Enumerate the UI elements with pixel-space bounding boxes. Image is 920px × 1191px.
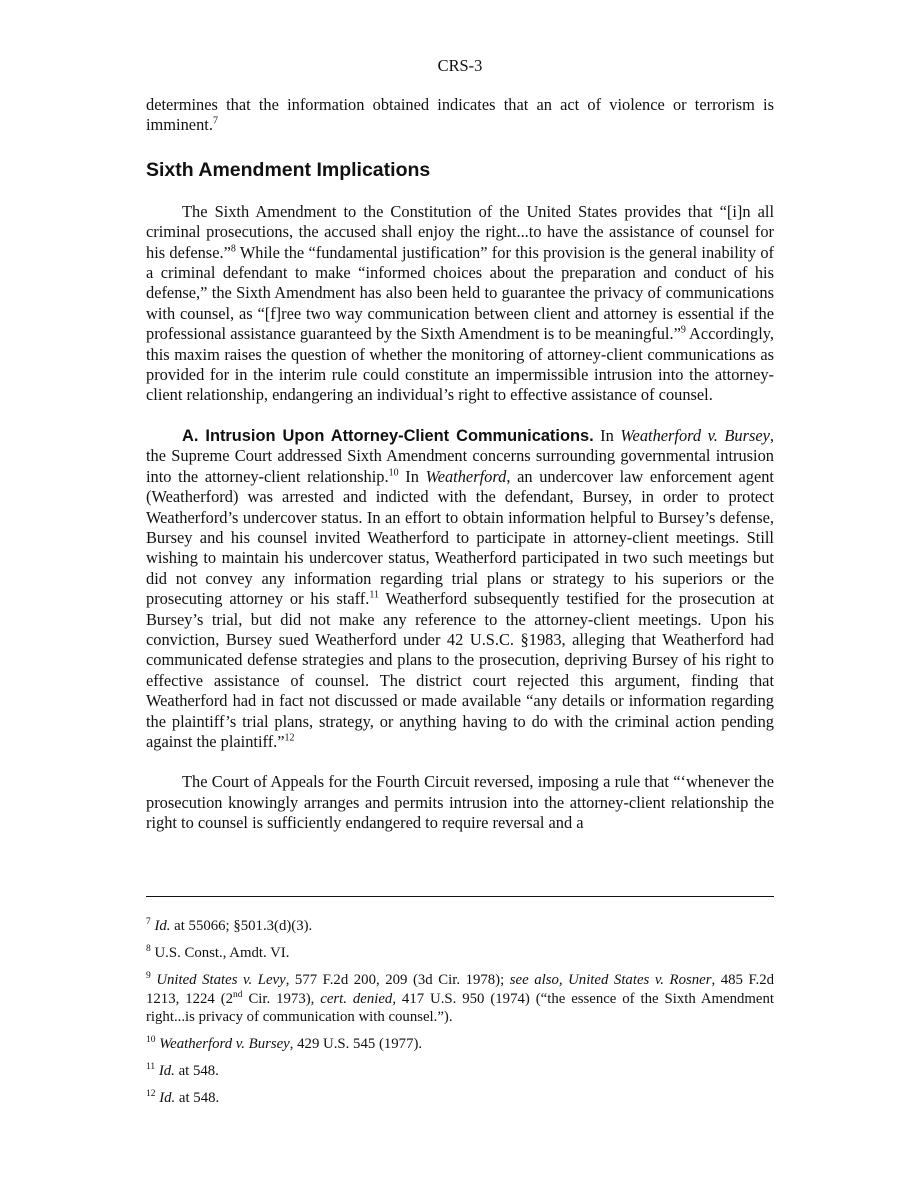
case-citation: Weatherford bbox=[425, 466, 507, 486]
paragraph-text: determines that the information obtained indicates that an act of violence or terrorism is imminent. bbox=[146, 95, 774, 135]
footnote-ref: 8 bbox=[230, 243, 236, 255]
footnote-text: , 485 F.2d 1213, 1224 (2 bbox=[146, 972, 775, 1007]
footnote-italic: see also, United States v. Rosner bbox=[509, 972, 712, 989]
paragraph bbox=[146, 202, 774, 406]
footnote-text: , 417 U.S. 950 (1974) (“the essence of the Sixth Amendment right...is privacy of communication with counsel.”). bbox=[146, 990, 774, 1025]
footnote-ref: 9 bbox=[680, 324, 686, 336]
footnote-text: at 55066; §501.3(d)(3). bbox=[170, 918, 313, 934]
paragraph-text: , an undercover law enforcement agent (Weatherford) was arrested and indicted with the defendant, Bursey, in order to protect Weatherford’s undercover status. In an effort to obtain information helpful to Bursey’s defense, Bursey and his counsel invited Weatherford to participate in attorney-client meetings. Still wishing to maintain his undercover status, Weatherford participated in two such meetings but did not convey any information regarding trial plans or strategy to his superiors or the prosecuting attorney or his staff. bbox=[146, 466, 774, 609]
footnote-italic: cert. denied bbox=[320, 990, 393, 1007]
footnote-11 bbox=[146, 1062, 774, 1080]
ordinal-suffix: nd bbox=[233, 989, 243, 1000]
footnote-number: 12 bbox=[146, 1089, 156, 1100]
footnote-text: at 548. bbox=[175, 1090, 220, 1107]
continued-paragraph bbox=[146, 95, 774, 136]
footnote-number: 11 bbox=[146, 1062, 156, 1073]
spacer bbox=[146, 406, 774, 426]
spacer bbox=[146, 182, 774, 202]
footnote-text: Cir. 1973), bbox=[242, 990, 321, 1007]
subsection-heading: A. Intrusion Upon Attorney-Client Communications. bbox=[182, 426, 594, 445]
section-heading: Sixth Amendment Implications bbox=[146, 158, 431, 181]
footnote-text: U.S. Const., Amdt. VI. bbox=[154, 945, 290, 962]
footnote-text: , 577 F.2d 200, 209 (3d Cir. 1978); bbox=[285, 972, 510, 989]
footnote-number: 8 bbox=[146, 944, 151, 955]
footnote-italic: Id. bbox=[158, 1063, 175, 1080]
paragraph bbox=[146, 772, 774, 833]
paragraph-text: In bbox=[593, 425, 621, 445]
footnote-number: 7 bbox=[146, 917, 151, 928]
footnote-text: at 548. bbox=[174, 1063, 219, 1080]
paragraph-text: While the “fundamental justification” for this provision is the general inability of a criminal defendant to make “informed choices about the preparation and conduct of his defense,” the Sixth Amendment has also been held to guarantee the privacy of communications with counsel, as “[f]ree two way communication between client and attorney is essential if the professional assistance guaranteed by the Sixth Amendment is to be meaningful.” bbox=[146, 242, 774, 344]
paragraph-text: Accordingly, this maxim raises the question of whether the monitoring of attorney-client communications as provided for in the interim rule could constitute an impermissible intrusion into the attorney-client relationship, endangering an individual’s right to effective assistance of counsel. bbox=[146, 324, 774, 405]
footnote-italic: Weatherford v. Bursey bbox=[159, 1036, 290, 1053]
footnote-italic: Id. bbox=[154, 918, 171, 934]
case-citation: Weatherford v. Bursey bbox=[620, 425, 770, 445]
footnotes bbox=[146, 917, 774, 1117]
footnote-ref: 10 bbox=[388, 467, 399, 479]
footnote-7 bbox=[146, 917, 774, 935]
footnote-10 bbox=[146, 1035, 774, 1053]
paragraph-text: , the Supreme Court addressed Sixth Amendment concerns surrounding governmental intrusion into the attorney-client relationship. bbox=[146, 425, 774, 486]
footnote-ref: 12 bbox=[284, 732, 295, 744]
footnote-italic: United States v. Levy bbox=[156, 972, 286, 989]
footnote-number: 10 bbox=[146, 1035, 156, 1046]
paragraph-text: The Court of Appeals for the Fourth Circuit reversed, imposing a rule that “‘whenever the prosecution knowingly arranges and permits intrusion into the attorney-client relationship the right to counsel is sufficiently endangered to require reversal and a bbox=[146, 772, 774, 833]
paragraph-text: The Sixth Amendment to the Constitution of the United States provides that “[i]n all criminal prosecutions, the accused shall enjoy the right...to have the assistance of counsel for his defense.” bbox=[146, 201, 774, 262]
footnote-9 bbox=[146, 971, 774, 1026]
page-header: CRS-3 bbox=[437, 56, 483, 75]
footnote-8 bbox=[146, 944, 774, 962]
footnote-ref: 7 bbox=[212, 115, 218, 127]
footnote-text: , 429 U.S. 545 (1977). bbox=[289, 1036, 423, 1053]
paragraph-text: In bbox=[398, 466, 426, 486]
body-text bbox=[146, 95, 774, 834]
footnote-12 bbox=[146, 1089, 774, 1107]
footnote-italic: Id. bbox=[159, 1090, 176, 1107]
footnote-number: 9 bbox=[146, 971, 151, 982]
paragraph-text: Weatherford subsequently testified for the prosecution at Bursey’s trial, but did not make any reference to the attorney-client meetings. Upon his conviction, Bursey sued Weatherford under 42 U.S.C. §1983, alleging that Weatherford had communicated defense strategies and plans to the prosecution, depriving Bursey of his right to effective assistance of counsel. The district court rejected this argument, finding that Weatherford had in fact not discussed or made available “any details or information regarding the plaintiff’s trial plans, strategy, or anything having to do with the criminal action pending against the plaintiff.” bbox=[146, 589, 775, 751]
spacer bbox=[146, 752, 774, 772]
footnote-divider bbox=[146, 896, 774, 897]
footnote-ref: 11 bbox=[369, 589, 379, 601]
paragraph bbox=[146, 426, 774, 753]
